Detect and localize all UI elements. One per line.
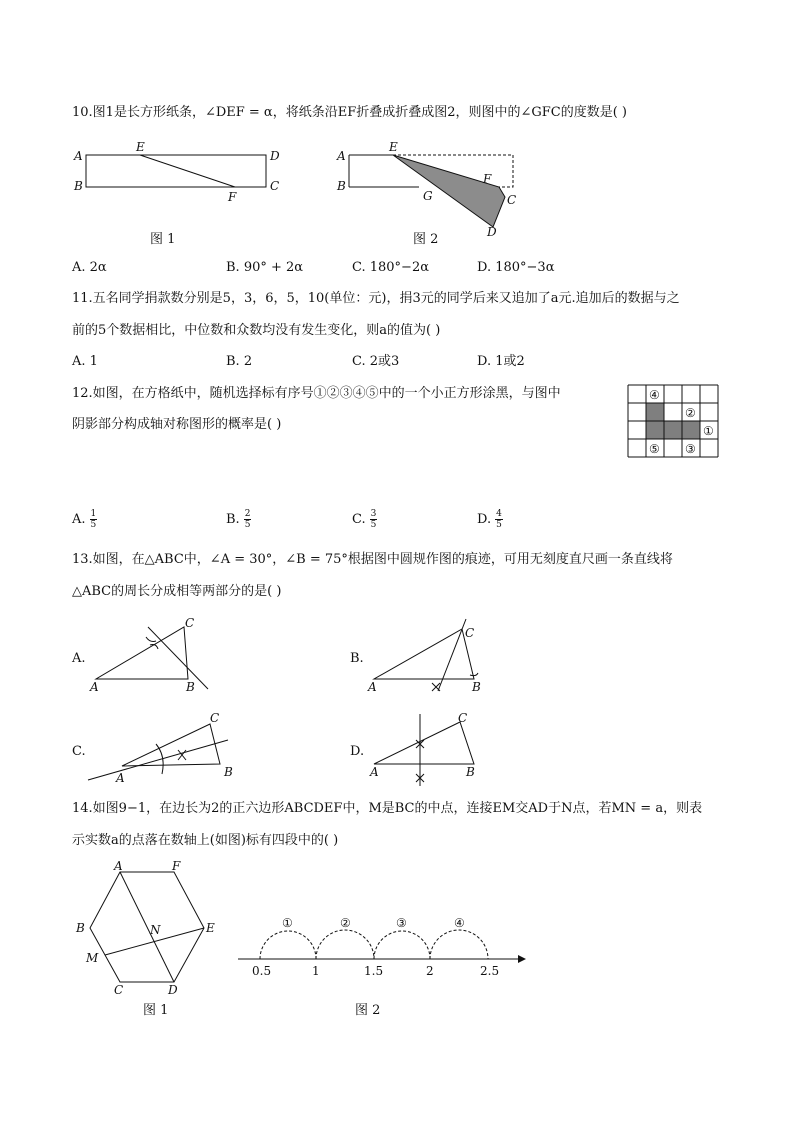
q10-option-c[interactable]: C. 180°−2α xyxy=(352,260,430,275)
q10-option-b[interactable]: B. 90° + 2α xyxy=(226,260,304,275)
hex-label-m: M xyxy=(86,951,99,965)
q12-option-c[interactable]: C. $\frac{3}{5}$ xyxy=(352,509,377,530)
fig-b-label-c: C xyxy=(465,626,475,640)
fig2-label-e: E xyxy=(389,140,398,154)
q14-fig1-caption: 图 1 xyxy=(143,1003,169,1018)
hex-label-d: D xyxy=(168,983,178,997)
q13-option-b[interactable]: B. xyxy=(350,651,364,666)
fig1-label-c: C xyxy=(270,179,280,193)
q14-stem-line1: 14.如图9−1，在边长为2的正六边形ABCDEF中，M是BC的中点，连接EM交AD于N点，若MN = a，则表 xyxy=(72,801,703,816)
q13-figure-a xyxy=(88,615,218,695)
q14-hexagon-figure xyxy=(70,860,230,1000)
segment-mark-4: ④ xyxy=(454,916,465,930)
grid-mark-5: ⑤ xyxy=(649,442,660,456)
fig2-label-a: A xyxy=(337,149,346,163)
segment-mark-1: ① xyxy=(282,916,293,930)
fig-a-label-b: B xyxy=(186,680,195,694)
q11-stem-line2: 前的5个数据相比，中位数和众数均没有发生变化，则a的值为( ) xyxy=(72,323,441,338)
q10-figure-2 xyxy=(335,140,535,240)
fig-c-label-b: B xyxy=(224,765,233,779)
fig-b-label-b: B xyxy=(472,680,481,694)
hex-label-c: C xyxy=(114,983,124,997)
q10-figure-1 xyxy=(70,140,290,210)
q14-fig2-caption: 图 2 xyxy=(355,1003,381,1018)
q12-option-d[interactable]: D. $\frac{4}{5}$ xyxy=(477,509,502,530)
fig-b-label-a: A xyxy=(368,680,377,694)
q12-stem-line2: 阴影部分构成轴对称图形的概率是( ) xyxy=(72,417,282,432)
q10-stem: 10.图1是长方形纸条，∠DEF = α，将纸条沿EF折叠成折叠成图2，则图中的∠GFC的度数是( ) xyxy=(72,105,628,120)
fig2-label-g: G xyxy=(423,189,433,203)
q11-option-c[interactable]: C. 2或3 xyxy=(352,354,400,369)
q13-figure-c xyxy=(88,710,238,790)
q11-option-d[interactable]: D. 1或2 xyxy=(477,354,525,369)
hex-label-a: A xyxy=(114,859,123,873)
q13-stem-line1: 13.如图，在△ABC中，∠A = 30°，∠B = 75°根据图中圆规作图的痕迹，可用无刻度直尺画一条直线将 xyxy=(72,552,673,567)
q10-fig2-caption: 图 2 xyxy=(413,232,439,247)
q13-figure-d xyxy=(366,710,496,790)
hex-label-f: F xyxy=(172,859,181,873)
hex-label-b: B xyxy=(76,921,85,935)
fig1-label-e: E xyxy=(136,140,145,154)
fig2-label-f: F xyxy=(483,172,492,186)
fig-d-label-a: A xyxy=(370,765,379,779)
grid-mark-3: ③ xyxy=(685,442,696,456)
fig-a-label-a: A xyxy=(90,680,99,694)
fig1-label-d: D xyxy=(270,149,280,163)
tick-label-1: 1 xyxy=(312,964,320,978)
tick-label-1-5: 1.5 xyxy=(364,964,384,978)
fig-d-label-c: C xyxy=(458,711,468,725)
grid-mark-1: ① xyxy=(703,424,714,438)
hex-label-e: E xyxy=(206,921,215,935)
q10-option-d[interactable]: D. 180°−3α xyxy=(477,260,555,275)
fig2-label-c: C xyxy=(507,193,517,207)
segment-mark-3: ③ xyxy=(396,916,407,930)
fig-a-label-c: C xyxy=(185,616,195,630)
q14-number-line xyxy=(236,905,536,985)
q13-option-c[interactable]: C. xyxy=(72,744,86,759)
q11-option-b[interactable]: B. 2 xyxy=(226,354,253,369)
fig1-label-f: F xyxy=(228,190,237,204)
fig2-label-b: B xyxy=(337,179,346,193)
tick-label-2: 2 xyxy=(426,964,434,978)
q10-option-a[interactable]: A. 2α xyxy=(72,260,107,275)
tick-label-0-5: 0.5 xyxy=(252,964,272,978)
fig-c-label-a: A xyxy=(116,771,125,785)
fig-d-label-b: B xyxy=(466,765,475,779)
q10-fig1-caption: 图 1 xyxy=(150,232,176,247)
q12-grid-figure xyxy=(626,385,722,461)
grid-mark-4: ④ xyxy=(649,388,660,402)
q11-stem-line1: 11.五名同学捐款数分别是5，3，6，5，10(单位：元)，捐3元的同学后来又追加了a元.追加后的数据与之 xyxy=(72,291,680,306)
tick-label-2-5: 2.5 xyxy=(480,964,500,978)
q11-option-a[interactable]: A. 1 xyxy=(72,354,98,369)
fig2-label-d: D xyxy=(487,225,497,239)
hex-label-n: N xyxy=(150,923,161,937)
q12-stem-line1: 12.如图，在方格纸中，随机选择标有序号①②③④⑤中的一个小正方形涂黑，与图中 xyxy=(72,386,561,401)
segment-mark-2: ② xyxy=(340,916,351,930)
q13-stem-line2: △ABC的周长分成相等两部分的是( ) xyxy=(72,584,282,599)
fig1-label-b: B xyxy=(74,179,83,193)
q13-option-a[interactable]: A. xyxy=(72,651,86,666)
q13-figure-b xyxy=(366,615,496,695)
fig1-label-a: A xyxy=(74,149,83,163)
grid-mark-2: ② xyxy=(685,406,696,420)
fig-c-label-c: C xyxy=(210,711,220,725)
q12-option-b[interactable]: B. $\frac{2}{5}$ xyxy=(226,509,251,530)
q12-option-a[interactable]: A. $\frac{1}{5}$ xyxy=(72,509,97,530)
q14-stem-line2: 示实数a的点落在数轴上(如图)标有四段中的( ) xyxy=(72,833,339,848)
q13-option-d[interactable]: D. xyxy=(350,744,365,759)
